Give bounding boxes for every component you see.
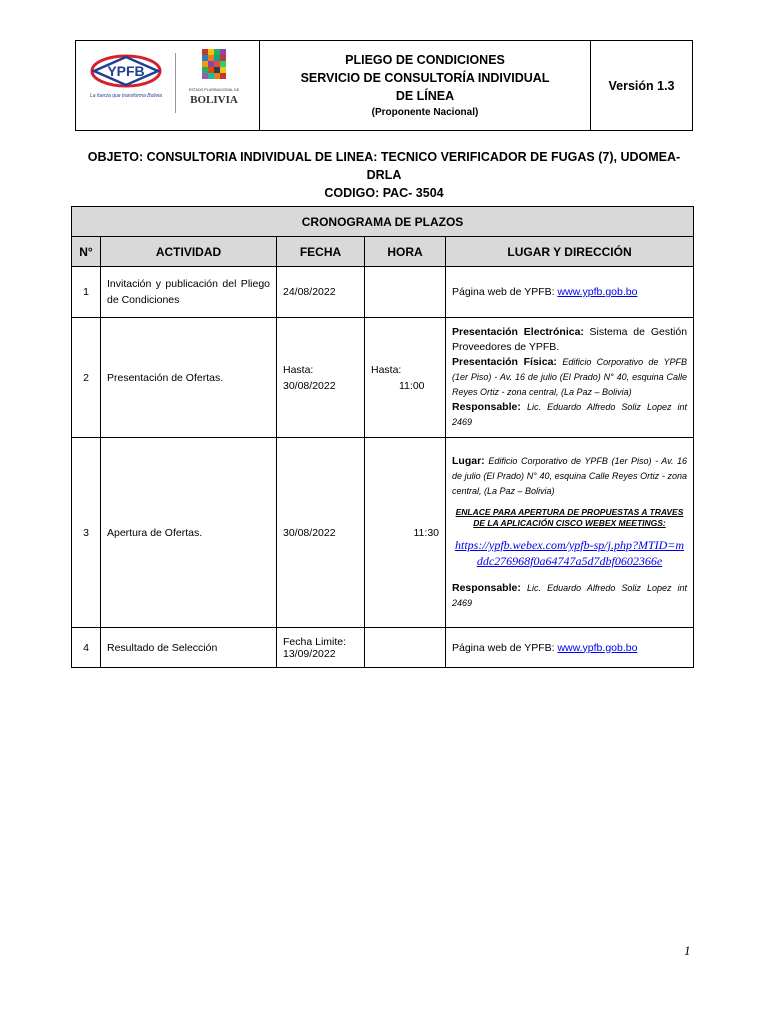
pf-text: Edificio Corporativo de YPFB (1er Piso) - Av. 16 de julio (El Prado) N° 40, esquina Calle Reyes Ortiz - zona central, (La Paz – Bolivia)	[452, 357, 688, 397]
ypfb-web-link[interactable]: www.ypfb.gob.bo	[557, 286, 638, 298]
lugar-prefix: Página web de YPFB:	[452, 641, 558, 654]
fecha-label: Hasta:	[283, 363, 314, 376]
bolivia-emblem	[180, 47, 250, 117]
estado-text: ESTADO PLURINACIONAL DE	[188, 88, 240, 92]
lugar-prefix: Página web de YPFB:	[452, 286, 558, 298]
row-lugar	[446, 318, 694, 438]
objeto-line-2: DRLA	[366, 168, 402, 182]
pe-text: Sistema de Gestión Proveedores de YPFB.	[452, 326, 688, 353]
row-num: 4	[72, 628, 101, 668]
row-num: 2	[72, 318, 101, 438]
row-hora: 11:30	[365, 438, 446, 628]
resp-text: Lic. Eduardo Alfredo Soliz Lopez int 2469	[452, 402, 688, 427]
row-lugar	[446, 628, 694, 668]
row-hora	[365, 318, 446, 438]
table-title: CRONOGRAMA DE PLAZOS	[72, 207, 694, 237]
col-header-num: N°	[72, 237, 101, 267]
col-header-actividad: ACTIVIDAD	[101, 237, 277, 267]
ypfb-web-link[interactable]: www.ypfb.gob.bo	[557, 641, 638, 654]
row-fecha	[277, 318, 365, 438]
cronograma-table	[71, 206, 694, 668]
objeto-line-1: OBJETO: CONSULTORIA INDIVIDUAL DE LINEA: TECNICO VERIFICADOR DE FUGAS (7), UDOMEA-	[87, 150, 681, 164]
row-num: 1	[72, 267, 101, 318]
row-lugar	[446, 438, 694, 628]
logos-cell	[76, 41, 260, 130]
row-hora	[365, 267, 446, 318]
resp-label: Responsable:	[452, 401, 521, 413]
ypfb-logo-text: YPFB	[107, 63, 145, 79]
hora-label: Hasta:	[371, 363, 402, 376]
col-header-fecha: FECHA	[277, 237, 365, 267]
lugar-text: Edificio Corporativo de YPFB (1er Piso) - Av. 16 de julio (El Prado) N° 40, esquina Calle Reyes Ortiz - zona central, (La Paz – Bolivia)	[452, 456, 688, 496]
pf-label: Presentación Física:	[452, 356, 557, 368]
enlace-caption: ENLACE PARA APERTURA DE PROPUESTAS A TRAVES DE LA APLICACIÓN CISCO WEBEX MEETINGS:	[455, 507, 684, 528]
resp-text: Lic. Eduardo Alfredo Soliz Lopez int 2469	[452, 583, 688, 608]
row-num: 3	[72, 438, 101, 628]
ypfb-logo	[88, 51, 178, 111]
title-subtitle: (Proponente Nacional)	[371, 106, 479, 118]
webex-link[interactable]: https://ypfb.webex.com/ypfb-sp/j.php?MTID=mddc276968f0a64747a5d7dbf0602366e	[454, 538, 685, 568]
row-lugar	[446, 267, 694, 318]
row-hora	[365, 628, 446, 668]
ypfb-slogan: La fuerza que transforma Bolivia	[90, 93, 162, 99]
col-header-lugar: LUGAR Y DIRECCIÓN	[446, 237, 694, 267]
header-title-cell	[260, 41, 591, 130]
table-row	[72, 438, 694, 628]
table-row	[72, 267, 694, 318]
logo-divider	[175, 53, 176, 113]
version-label: Versión 1.3	[608, 78, 675, 93]
row-fecha: 30/08/2022	[277, 438, 365, 628]
row-actividad: Resultado de Selección	[101, 628, 277, 668]
table-row	[72, 318, 694, 438]
pe-label: Presentación Electrónica:	[452, 326, 584, 338]
title-line-2: SERVICIO DE CONSULTORÍA INDIVIDUAL	[300, 70, 550, 85]
row-actividad: Apertura de Ofertas.	[101, 438, 277, 628]
row-fecha: 24/08/2022	[277, 267, 365, 318]
row-actividad: Invitación y publicación del Pliego de Condiciones	[101, 267, 277, 318]
page-number: 1	[684, 943, 691, 958]
resp-label: Responsable:	[452, 582, 521, 594]
hora-value: 11:00	[399, 379, 425, 392]
codigo-line: CODIGO: PAC- 3504	[324, 186, 444, 200]
bolivia-text: BOLIVIA	[190, 94, 238, 106]
row-actividad: Presentación de Ofertas.	[101, 318, 277, 438]
title-line-3: DE LÍNEA	[395, 88, 455, 103]
col-header-hora: HORA	[365, 237, 446, 267]
fecha-value: 30/08/2022	[283, 379, 336, 392]
row-fecha: Fecha Limite: 13/09/2022	[277, 628, 365, 668]
lugar-label: Lugar:	[452, 455, 485, 467]
title-line-1: PLIEGO DE CONDICIONES	[345, 52, 505, 67]
table-row	[72, 628, 694, 668]
document-header	[75, 40, 693, 131]
